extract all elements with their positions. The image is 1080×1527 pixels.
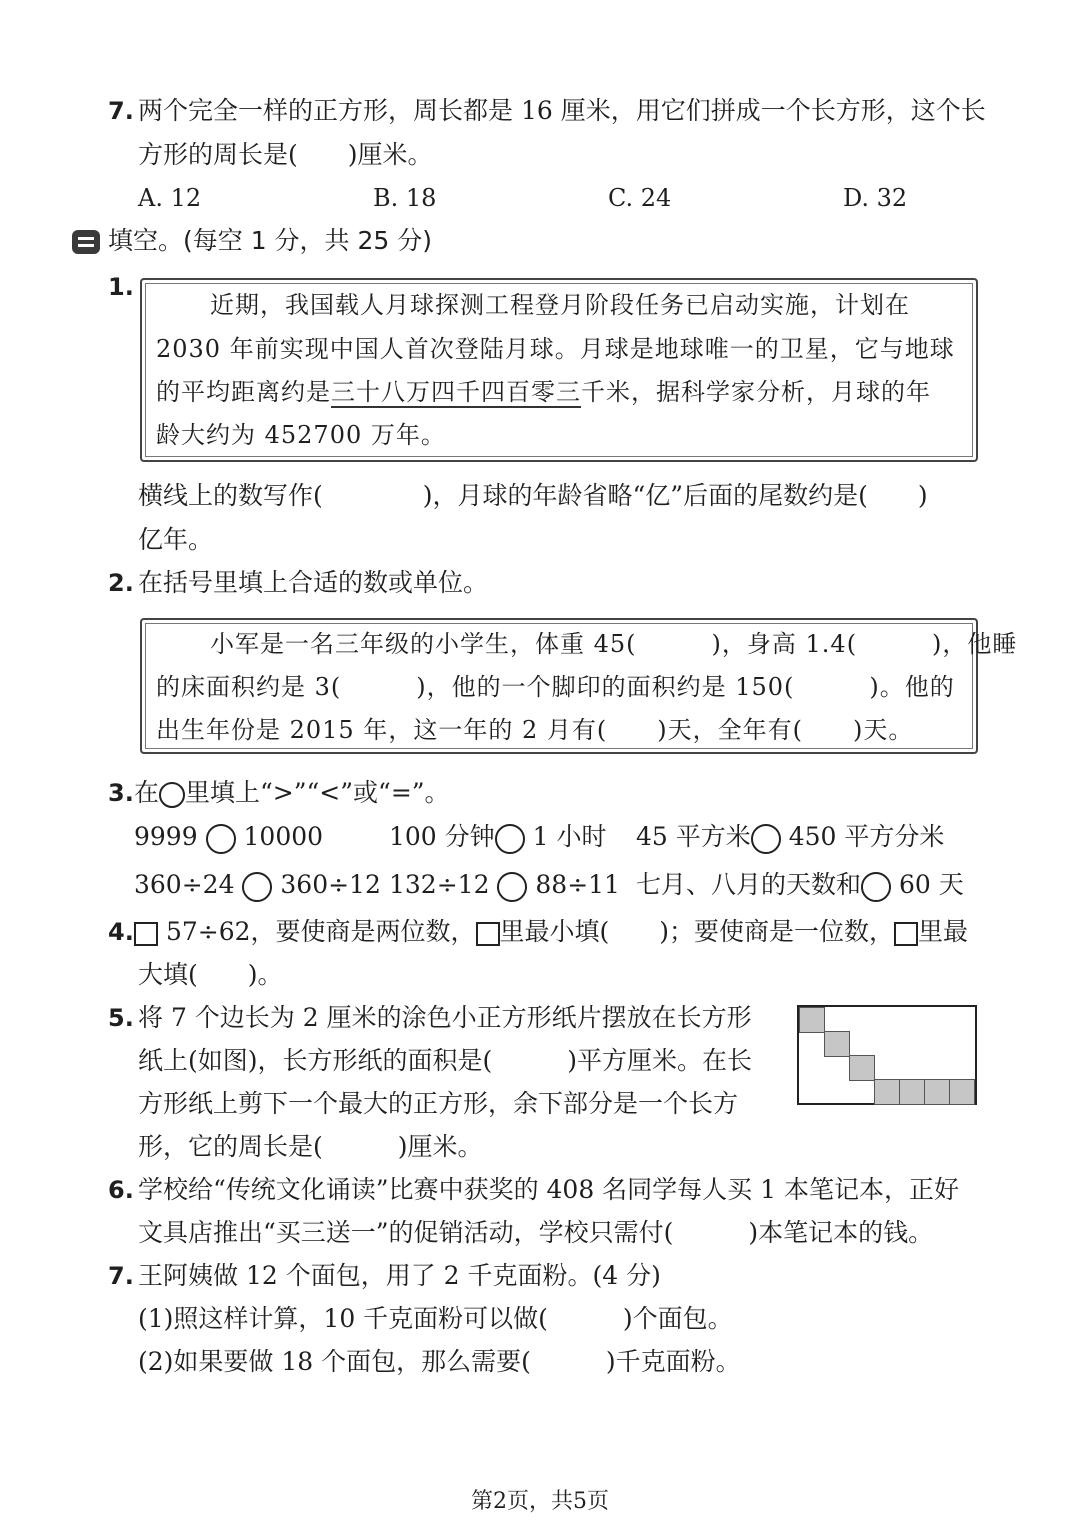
question-title: 王阿姨做 12 个面包，用了 2 千克面粉。(4 分) [138, 1261, 661, 1290]
shaded-square [849, 1055, 875, 1081]
question-number: 2. [108, 569, 134, 597]
question-text: 57÷62，要使商是两位数， [165, 917, 476, 946]
compare-item [636, 870, 964, 902]
question-title [134, 778, 450, 808]
question-number: 3. [108, 779, 134, 807]
compare-item [134, 870, 381, 902]
question-text: 将 7 个边长为 2 厘米的涂色小正方形纸片摆放在长方形 [138, 1003, 752, 1032]
shaded-square [874, 1079, 900, 1105]
question-text: 大填( )。 [138, 960, 283, 989]
passage-line: 出生年份是 2015 年，这一年的 2 月有( )天，全年有( )天。 [156, 716, 914, 744]
question-text: 横线上的数写作( )，月球的年龄省略“亿”后面的尾数约是( ) [138, 481, 928, 510]
question-number: 4. [108, 918, 134, 946]
compare-left: 45 平方米 [636, 822, 751, 851]
compare-circle-blank[interactable] [861, 872, 891, 902]
compare-circle-blank[interactable] [497, 872, 527, 902]
passage-line: 小军是一名三年级的小学生，体重 45( )，身高 1.4( )，他睡 [210, 630, 1018, 658]
compare-right: 450 平方分米 [788, 822, 945, 851]
compare-left: 100 分钟 [389, 822, 495, 851]
question-text: 纸上(如图)，长方形纸的面积是( )平方厘米。在长 [138, 1046, 753, 1075]
question-text: 里最小填( )；要使商是一位数， [499, 917, 895, 946]
compare-circle-blank[interactable] [242, 872, 272, 902]
rectangle-figure [797, 1005, 977, 1105]
compare-circle-blank[interactable] [206, 824, 236, 854]
compare-right: 360÷12 [280, 870, 381, 899]
section-two-icon [72, 230, 100, 254]
passage-line: 的床面积约是 3( )，他的一个脚印的面积约是 150( )。他的 [156, 673, 955, 701]
compare-right: 10000 [243, 822, 324, 851]
compare-left: 132÷12 [389, 870, 490, 899]
question-number: 7. [108, 97, 134, 125]
question-title: 在括号里填上合适的数或单位。 [138, 568, 489, 597]
question-text: 两个完全一样的正方形，周长都是 16 厘米，用它们拼成一个长方形，这个长 [138, 96, 986, 125]
compare-right: 88÷11 [535, 870, 620, 899]
compare-left: 七月、八月的天数和 [636, 870, 862, 899]
section-title: 填空。(每空 1 分，共 25 分) [108, 226, 433, 255]
option-b: B. 18 [373, 184, 437, 212]
compare-right: 60 天 [898, 870, 964, 899]
question-text: 形，它的周长是( )厘米。 [138, 1132, 483, 1161]
question-number: 1. [108, 273, 134, 301]
question-number: 5. [108, 1004, 134, 1032]
question-text: 在 [134, 778, 160, 807]
passage-text: 千米，据科学家分析，月球的年 [581, 378, 931, 406]
shaded-square [924, 1079, 950, 1105]
question-text: 方形的周长是( )厘米。 [138, 140, 433, 169]
compare-item [636, 822, 944, 854]
question-number: 7. [108, 1262, 134, 1290]
shaded-square [824, 1031, 850, 1057]
passage-text: 的平均距离约是 [156, 378, 331, 406]
circle-icon [159, 782, 185, 808]
square-blank-icon[interactable] [134, 922, 158, 946]
passage-line: 2030 年前实现中国人首次登陆月球。月球是地球唯一的卫星，它与地球 [156, 335, 955, 363]
option-d: D. 32 [843, 184, 908, 212]
question-text: 里最 [918, 917, 969, 946]
square-blank-icon [476, 922, 500, 946]
passage-line [156, 377, 931, 407]
compare-item [134, 822, 323, 854]
question-text: 方形纸上剪下一个最大的正方形，余下部分是一个长方 [138, 1089, 739, 1118]
option-a: A. 12 [138, 184, 202, 212]
shaded-square [799, 1007, 825, 1033]
question-text [134, 917, 968, 947]
sub-question: (2)如果要做 18 个面包，那么需要( )千克面粉。 [138, 1347, 741, 1376]
compare-circle-blank[interactable] [495, 824, 525, 854]
compare-circle-blank[interactable] [751, 824, 781, 854]
page-footer: 第2页，共5页 [471, 1489, 609, 1514]
question-number: 6. [108, 1176, 134, 1204]
sub-question: (1)照这样计算，10 千克面粉可以做( )个面包。 [138, 1304, 733, 1333]
shaded-square [899, 1079, 925, 1105]
underlined-number-text: 三十八万四千四百零三 [331, 378, 581, 406]
compare-item [389, 870, 620, 902]
compare-left: 360÷24 [134, 870, 235, 899]
question-text: 学校给“传统文化诵读”比赛中获奖的 408 名同学每人买 1 本笔记本，正好 [138, 1175, 959, 1204]
option-c: C. 24 [608, 184, 672, 212]
compare-item [389, 822, 606, 854]
question-text: 亿年。 [138, 525, 214, 554]
compare-right: 1 小时 [532, 822, 607, 851]
compare-left: 9999 [134, 822, 198, 851]
passage-line: 龄大约为 452700 万年。 [156, 421, 446, 449]
question-text: 文具店推出“买三送一”的促销活动，学校只需付( )本笔记本的钱。 [138, 1218, 934, 1247]
shaded-square [949, 1079, 975, 1105]
square-blank-icon [894, 922, 918, 946]
passage-line: 近期，我国载人月球探测工程登月阶段任务已启动实施，计划在 [210, 291, 910, 319]
question-text: 里填上“>”“<”或“=”。 [185, 778, 450, 807]
